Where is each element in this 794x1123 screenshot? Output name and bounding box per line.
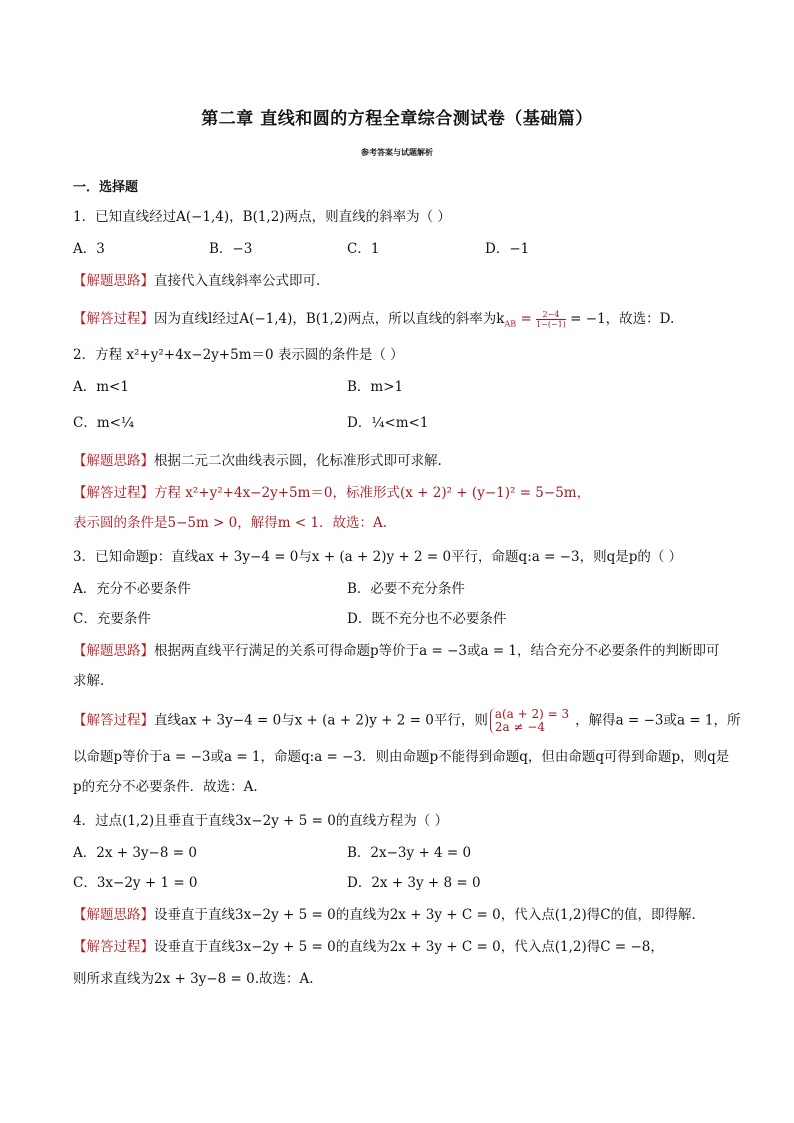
q2-idea bbox=[73, 452, 442, 470]
q2-option-d: D．¼<m<1 bbox=[347, 415, 429, 431]
q1-process-text-a: 因为直线l经过A(−1,4)，B(1,2)两点，所以直线的斜率为k bbox=[154, 311, 505, 327]
q3-process bbox=[73, 708, 741, 734]
q4-option-b: B．2x−3y + 4 = 0 bbox=[347, 845, 472, 861]
q3-option-a: A．充分不必要条件 bbox=[73, 581, 191, 597]
process-tag: 【解答过程】 bbox=[73, 485, 154, 501]
q3-idea-text-a: 根据两直线平行满足的关系可得命题p等价于a = −3或a = 1，结合充分不必要条件的判断即可 bbox=[154, 643, 720, 659]
q2-option-b: B．m>1 bbox=[347, 379, 404, 395]
q2-idea-text: 根据二元二次曲线表示圆，化标准形式即可求解. bbox=[154, 453, 442, 469]
q2-stem: 2．方程 x²+y²+4x−2y+5m＝0 表示圆的条件是（ ） bbox=[73, 347, 404, 363]
q4-stem: 4．过点(1,2)且垂直于直线3x−2y + 5 = 0的直线方程为（ ） bbox=[73, 813, 449, 829]
idea-tag: 【解题思路】 bbox=[73, 907, 154, 923]
q3-process-text-a2: ，解得a = −3或a = 1，所 bbox=[575, 712, 741, 729]
q1-fraction-numerator: 2−4 bbox=[536, 310, 566, 320]
idea-tag: 【解题思路】 bbox=[73, 273, 154, 289]
q1-option-d: D．−1 bbox=[485, 241, 530, 257]
q4-idea bbox=[73, 906, 696, 924]
q1-process bbox=[73, 310, 674, 334]
q1-process-subscript: AB bbox=[504, 319, 517, 329]
process-tag: 【解答过程】 bbox=[73, 939, 154, 955]
q3-option-c: C．充要条件 bbox=[73, 611, 151, 627]
q1-option-b: B．−3 bbox=[209, 241, 253, 257]
q3-option-b: B．必要不充分条件 bbox=[347, 581, 465, 597]
q4-option-c: C．3x−2y + 1 = 0 bbox=[73, 875, 198, 891]
q3-process-text-a: 直线ax + 3y−4 = 0与x + (a + 2)y + 2 = 0平行，则 bbox=[154, 712, 488, 729]
page-subtitle: 参考答案与试题解析 bbox=[361, 148, 433, 157]
q3-equation-system bbox=[490, 708, 569, 734]
q1-stem: 1．已知直线经过A(−1,4)，B(1,2)两点，则直线的斜率为（ ） bbox=[73, 209, 451, 225]
q2-process bbox=[73, 484, 590, 502]
q4-process-text-a: 设垂直于直线3x−2y + 5 = 0的直线为2x + 3y + C = 0，代入点(1,2)得C = −8， bbox=[154, 939, 664, 955]
q3-idea bbox=[73, 642, 720, 660]
q1-idea bbox=[73, 272, 320, 290]
q1-option-c: C．1 bbox=[347, 241, 380, 257]
process-tag: 【解答过程】 bbox=[73, 311, 154, 327]
q4-process-b: 则所求直线为2x + 3y−8 = 0.故选：A. bbox=[73, 971, 314, 987]
q1-option-a: A．3 bbox=[73, 241, 105, 257]
q1-idea-text: 直接代入直线斜率公式即可. bbox=[154, 273, 321, 289]
q3-option-d: D．既不充分也不必要条件 bbox=[347, 611, 507, 627]
q3-system-line-2: 2a ≠ −4 bbox=[494, 720, 545, 734]
q1-fraction-denominator: 1−(−1) bbox=[536, 320, 566, 329]
q1-process-text-b: = −1，故选：D. bbox=[565, 311, 675, 327]
q4-option-d: D．2x + 3y + 8 = 0 bbox=[347, 875, 481, 891]
q3-process-c: p的充分不必要条件．故选：A. bbox=[73, 779, 258, 795]
q3-system-line-1: a(a + 2) = 3 bbox=[494, 707, 570, 721]
q1-slope-fraction bbox=[536, 310, 566, 329]
q3-idea-b: 求解. bbox=[73, 673, 105, 689]
section-heading: 一．选择题 bbox=[73, 180, 139, 195]
page-title: 第二章 直线和圆的方程全章综合测试卷（基础篇） bbox=[201, 109, 593, 129]
q3-stem: 3．已知命题p：直线ax + 3y−4 = 0与x + (a + 2)y + 2 = 0平行，命题q:a = −3，则q是p的（ ） bbox=[73, 549, 683, 565]
q4-process bbox=[73, 938, 664, 956]
q3-process-b: 以命题p等价于a = −3或a = 1，命题q:a = −3．则由命题p不能得到命题q，但由命题q可得到命题p，则q是 bbox=[73, 749, 730, 765]
q1-process-eq: = bbox=[516, 311, 537, 327]
q4-idea-text: 设垂直于直线3x−2y + 5 = 0的直线为2x + 3y + C = 0，代入点(1,2)得C的值，即得解. bbox=[154, 907, 696, 923]
q2-process-b: 表示圆的条件是5−5m > 0，解得m < 1．故选：A. bbox=[73, 515, 388, 531]
q2-option-c: C．m<¼ bbox=[73, 415, 135, 431]
q2-option-a: A．m<1 bbox=[73, 379, 129, 395]
q2-process-text-a: 方程 x²+y²+4x−2y+5m＝0，标准形式(x + 2)² + (y−1)² = 5−5m， bbox=[154, 485, 591, 501]
process-tag: 【解答过程】 bbox=[73, 712, 154, 729]
q4-option-a: A．2x + 3y−8 = 0 bbox=[73, 845, 197, 861]
idea-tag: 【解题思路】 bbox=[73, 643, 154, 659]
idea-tag: 【解题思路】 bbox=[73, 453, 154, 469]
